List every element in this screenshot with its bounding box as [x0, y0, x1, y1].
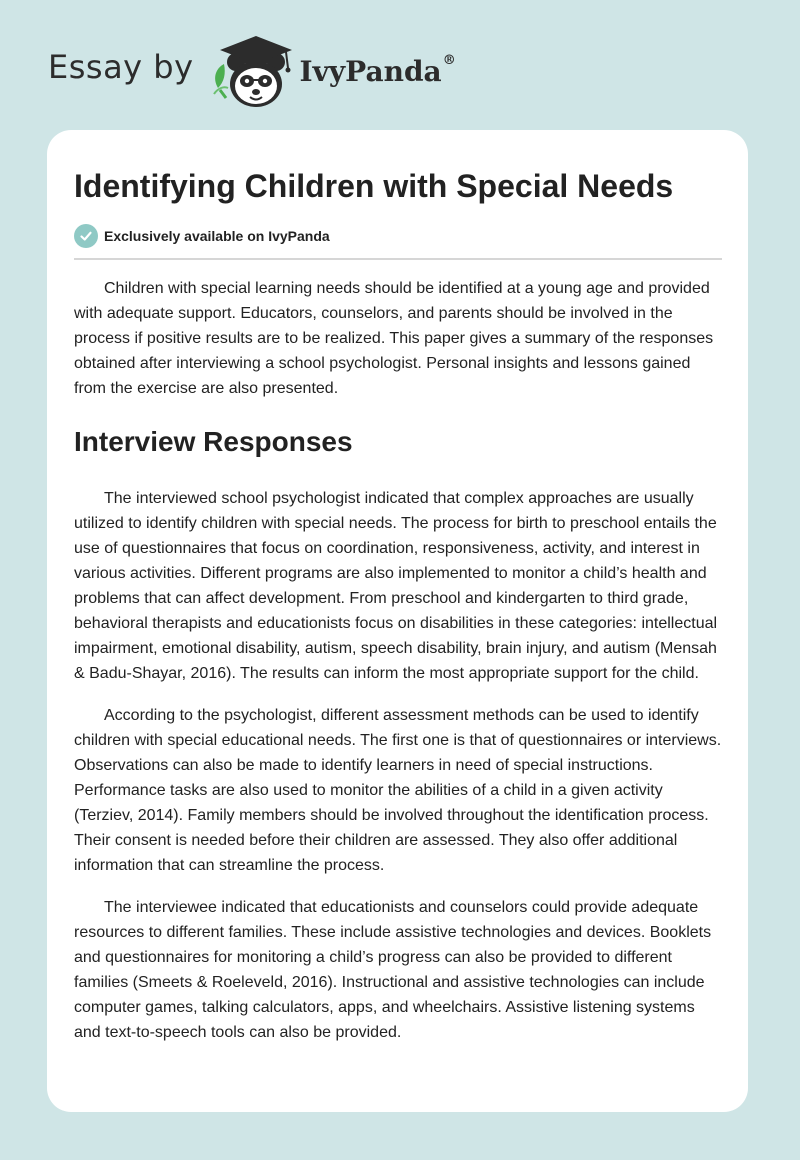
body-paragraph: According to the psychologist, different assessment methods can be used to identify children with special educational needs. The first one is that of questionnaires or interviews. Observations can also be made to identify learners in need of special instructions. Performance tasks are also used to monitor the abilities of a child in a given activity (Terziev, 2014). Family members should be involved throughout the identification process. Their consent is needed before their children are assessed. They also offer additional information that can streamline the process. [74, 707, 722, 874]
essay-title: Identifying Children with Special Needs [74, 168, 674, 204]
body-paragraph: The interviewed school psychologist indicated that complex approaches are usually utilized to identify children with special needs. The process for birth to preschool entails the use of questionnaires that focus on coordination, responsiveness, activity, and interest in various activities. Different programs are also implemented to monitor a child’s health and problems that can affect development. From preschool and kindergarten to third grade, behavioral therapists and educationists focus on disabilities in these categories: intellectual impairment, emotional disability, autism, speech disability, brain injury, and autism (Mensah & Badu-Shayar, 2016). The results can inform the most appropriate support for the child. [74, 490, 718, 682]
brand-prefix: Essay by [48, 48, 194, 86]
intro-paragraph: Children with special learning needs should be identified at a young age and provided with adequate support. Educators, counselors, and parents should be involved in the process if positive results are to be realized. This paper gives a summary of the responses obtained after interviewing a school psychologist. Personal insights and lessons gained from the exercise are also presented. [74, 280, 714, 397]
title-divider [74, 258, 722, 260]
check-circle-icon [74, 224, 98, 248]
section-heading: Interview Responses [74, 426, 353, 457]
exclusive-badge [74, 223, 722, 249]
essay-card [47, 130, 748, 1112]
badge-text: Exclusively available on IvyPanda [104, 228, 330, 244]
panda-logo-icon [208, 28, 298, 112]
brand-name-text: IvyPanda [299, 54, 442, 88]
trademark-symbol: ® [442, 52, 456, 68]
brand-name [299, 52, 456, 88]
site-brand[interactable] [48, 28, 456, 112]
body-paragraph: The interviewee indicated that educationists and counselors could provide adequate resources to different families. These include assistive technologies and devices. Booklets and questionnaires for monitoring a child’s progress can also be provided to different families (Smeets & Roeleveld, 2016). Instructional and assistive technologies can include computer games, talking calculators, apps, and wheelchairs. Assistive listening systems and text-to-speech tools can also be provided. [74, 899, 712, 1041]
